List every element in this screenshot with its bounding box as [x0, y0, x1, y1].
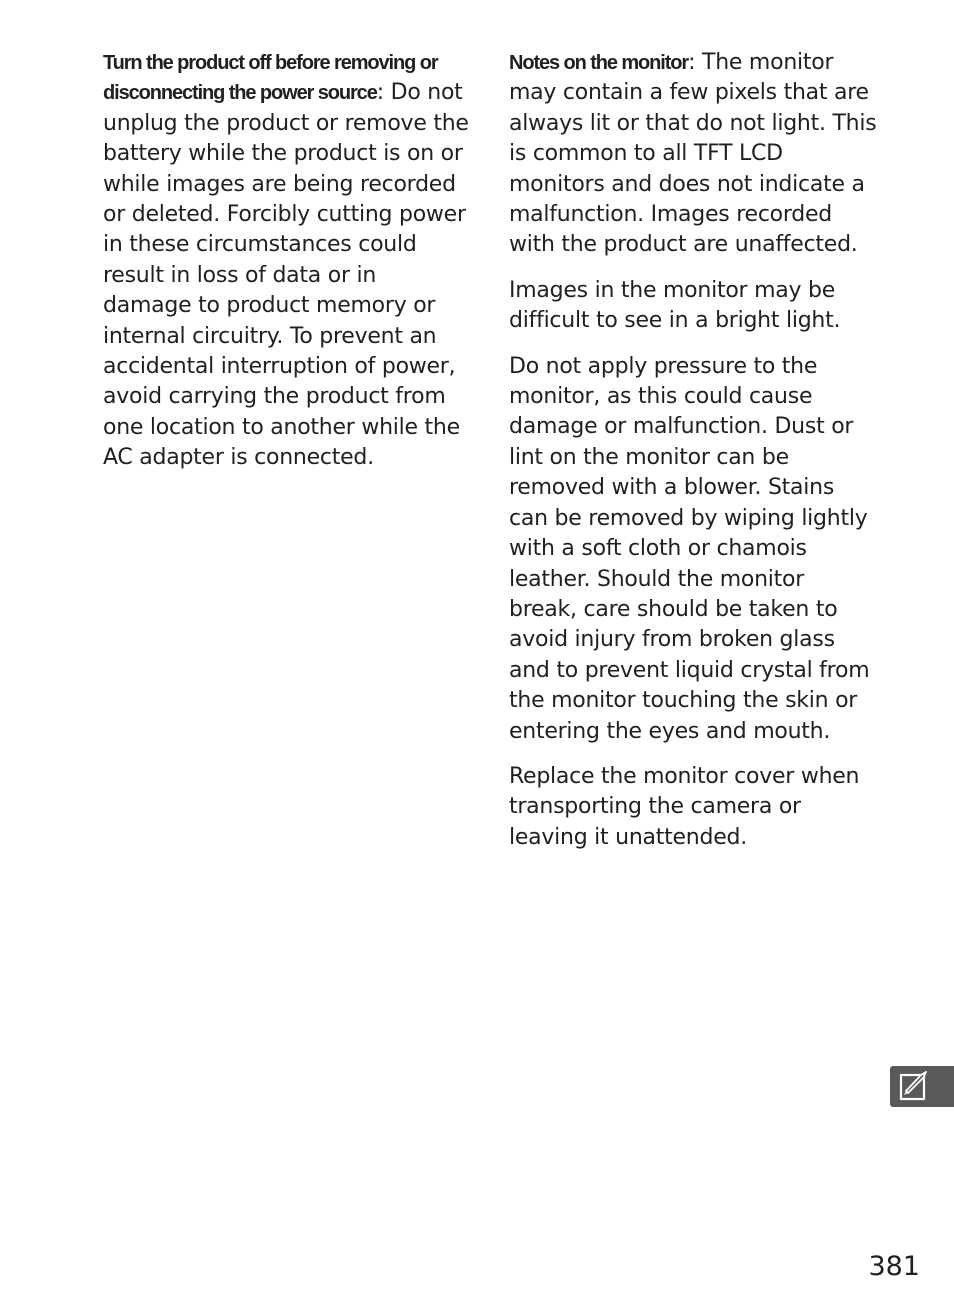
- monitor-notes-heading: Notes on the monitor: [509, 52, 689, 74]
- right-column: [509, 48, 877, 868]
- power-source-paragraph: [103, 48, 471, 474]
- monitor-notes-paragraph: [509, 48, 877, 261]
- left-column: [103, 48, 471, 489]
- power-source-heading: Turn the product off before removing or disconnecting the power source: [103, 52, 438, 105]
- technical-notes-icon: [898, 1071, 930, 1102]
- monitor-bright-light-paragraph: Images in the monitor may be difficult to see in a bright light.: [509, 277, 841, 334]
- page-number: 381: [868, 1251, 920, 1282]
- monitor-pressure-paragraph: Do not apply pressure to the monitor, as this could cause damage or malfunction. Dust or lint on the monitor can be removed with a blower. Stains can be removed by wiping lightly with a soft cloth or chamois leather. Should the monitor break, care should be taken to avoid injury from broken glass and to prevent liquid crystal from the monitor touching the skin or entering the eyes and mouth.: [509, 353, 870, 744]
- monitor-notes-text: : The monitor may contain a few pixels that are always lit or that do not light. This is common to all TFT LCD monitors and does not indicate a malfunction. Images recorded with the product are unaffected.: [509, 50, 877, 258]
- monitor-cover-paragraph: Replace the monitor cover when transporting the camera or leaving it unattended.: [509, 763, 860, 850]
- power-source-text: : Do not unplug the product or remove the battery while the product is on or while images are being recorded or deleted. Forcibly cutting power in these circumstances could result in loss of data or in damage to product memory or internal circuitry. To prevent an accidental interruption of power, avoid carrying the product from one location to another while the AC adapter is connected.: [103, 80, 469, 471]
- section-tab: [890, 1066, 954, 1107]
